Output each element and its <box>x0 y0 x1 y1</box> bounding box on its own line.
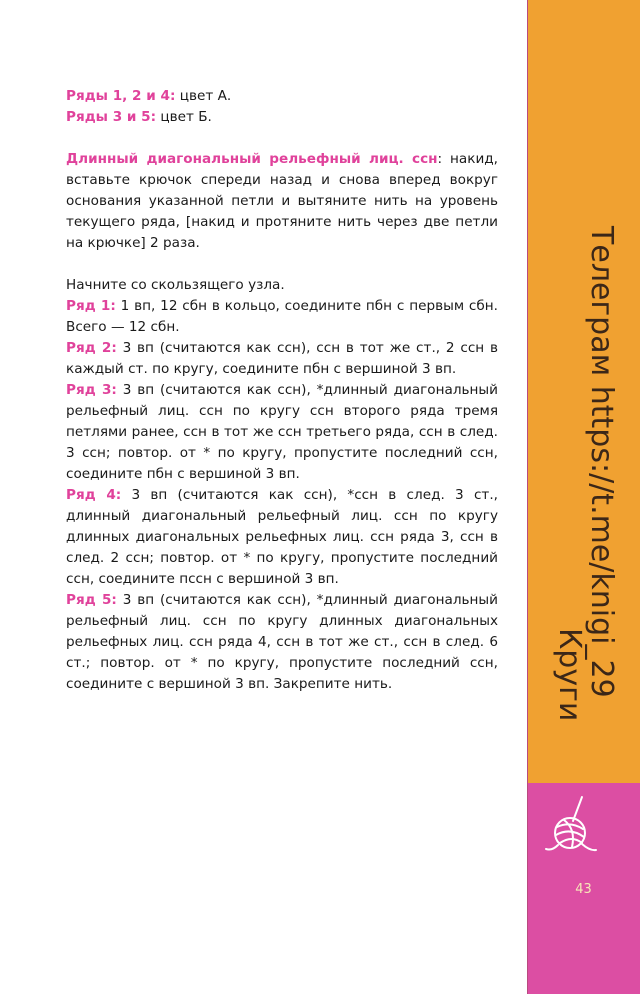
definition-label: Длинный диагональный рельефный лиц. ссн <box>66 151 438 167</box>
legend-label: Ряды 3 и 5: <box>66 109 157 125</box>
row-label: Ряд 2: <box>66 340 117 356</box>
row-instruction <box>66 296 498 338</box>
row-label: Ряд 4: <box>66 487 122 503</box>
section-title: Круги <box>552 628 587 722</box>
yarn-ball-crochet-hook-icon <box>542 795 598 857</box>
rows-legend-line <box>66 107 498 128</box>
telegram-watermark: Телеграм https://t.me/knigi_29 <box>584 226 619 698</box>
row-label: Ряд 1: <box>66 298 116 314</box>
page-number: 43 <box>575 882 592 897</box>
row-text: 3 вп (считаются как ссн), *длинный диагональный рельефный лиц. ссн по кругу длинных диагональных рельефных лиц. ссн ряда 4, ссн в тот же ст., ссн в след. 6 ст.; повтор. от * по кругу, пропустите последний ссн, соедините с вершиной 3 вп. Закрепите нить. <box>66 592 498 692</box>
rows-legend-line <box>66 86 498 107</box>
intro-line: Начните со скользящего узла. <box>66 277 285 293</box>
row-instruction <box>66 338 498 380</box>
row-instruction <box>66 380 498 485</box>
legend-text: цвет А. <box>175 88 232 104</box>
pattern-text <box>66 86 498 695</box>
row-label: Ряд 3: <box>66 382 117 398</box>
row-text: 3 вп (считаются как ссн), *длинный диагональный рельефный лиц. ссн по кругу ссн второго ряда тремя петлями ранее, ссн в тот же ссн третьего ряда, ссн в след. 3 ссн; повтор. от * по кругу, пропустите последний ссн, соедините пбн с вершиной 3 вп. <box>66 382 498 482</box>
row-instruction <box>66 590 498 695</box>
stitch-definition <box>66 149 498 254</box>
row-text: 3 вп (считаются как ссн), ссн в тот же ст., 2 ссн в каждый ст. по кругу, соедините пбн с вершиной 3 вп. <box>66 340 498 377</box>
row-instruction <box>66 485 498 590</box>
row-text: 3 вп (считаются как ссн), *ссн в след. 3 ст., длинный диагональный рельефный лиц. ссн по кругу длинных диагональных рельефных лиц. ссн ряда 3, ссн в след. 2 ссн; повтор. от * по кругу, пропустите последний ссн, соедините пссн с вершиной 3 вп. <box>66 487 498 587</box>
legend-text: цвет Б. <box>156 109 212 125</box>
legend-label: Ряды 1, 2 и 4: <box>66 88 176 104</box>
definition-text: : накид, вставьте крючок спереди назад и снова вперед вокруг основания указанной петли и вытяните нить на уровень текущего ряда, [накид и протяните нить через две петли на крючке] 2 раза. <box>66 151 498 251</box>
row-text: 1 вп, 12 сбн в кольцо, соедините пбн с первым сбн. Всего — 12 сбн. <box>66 298 498 335</box>
row-label: Ряд 5: <box>66 592 117 608</box>
